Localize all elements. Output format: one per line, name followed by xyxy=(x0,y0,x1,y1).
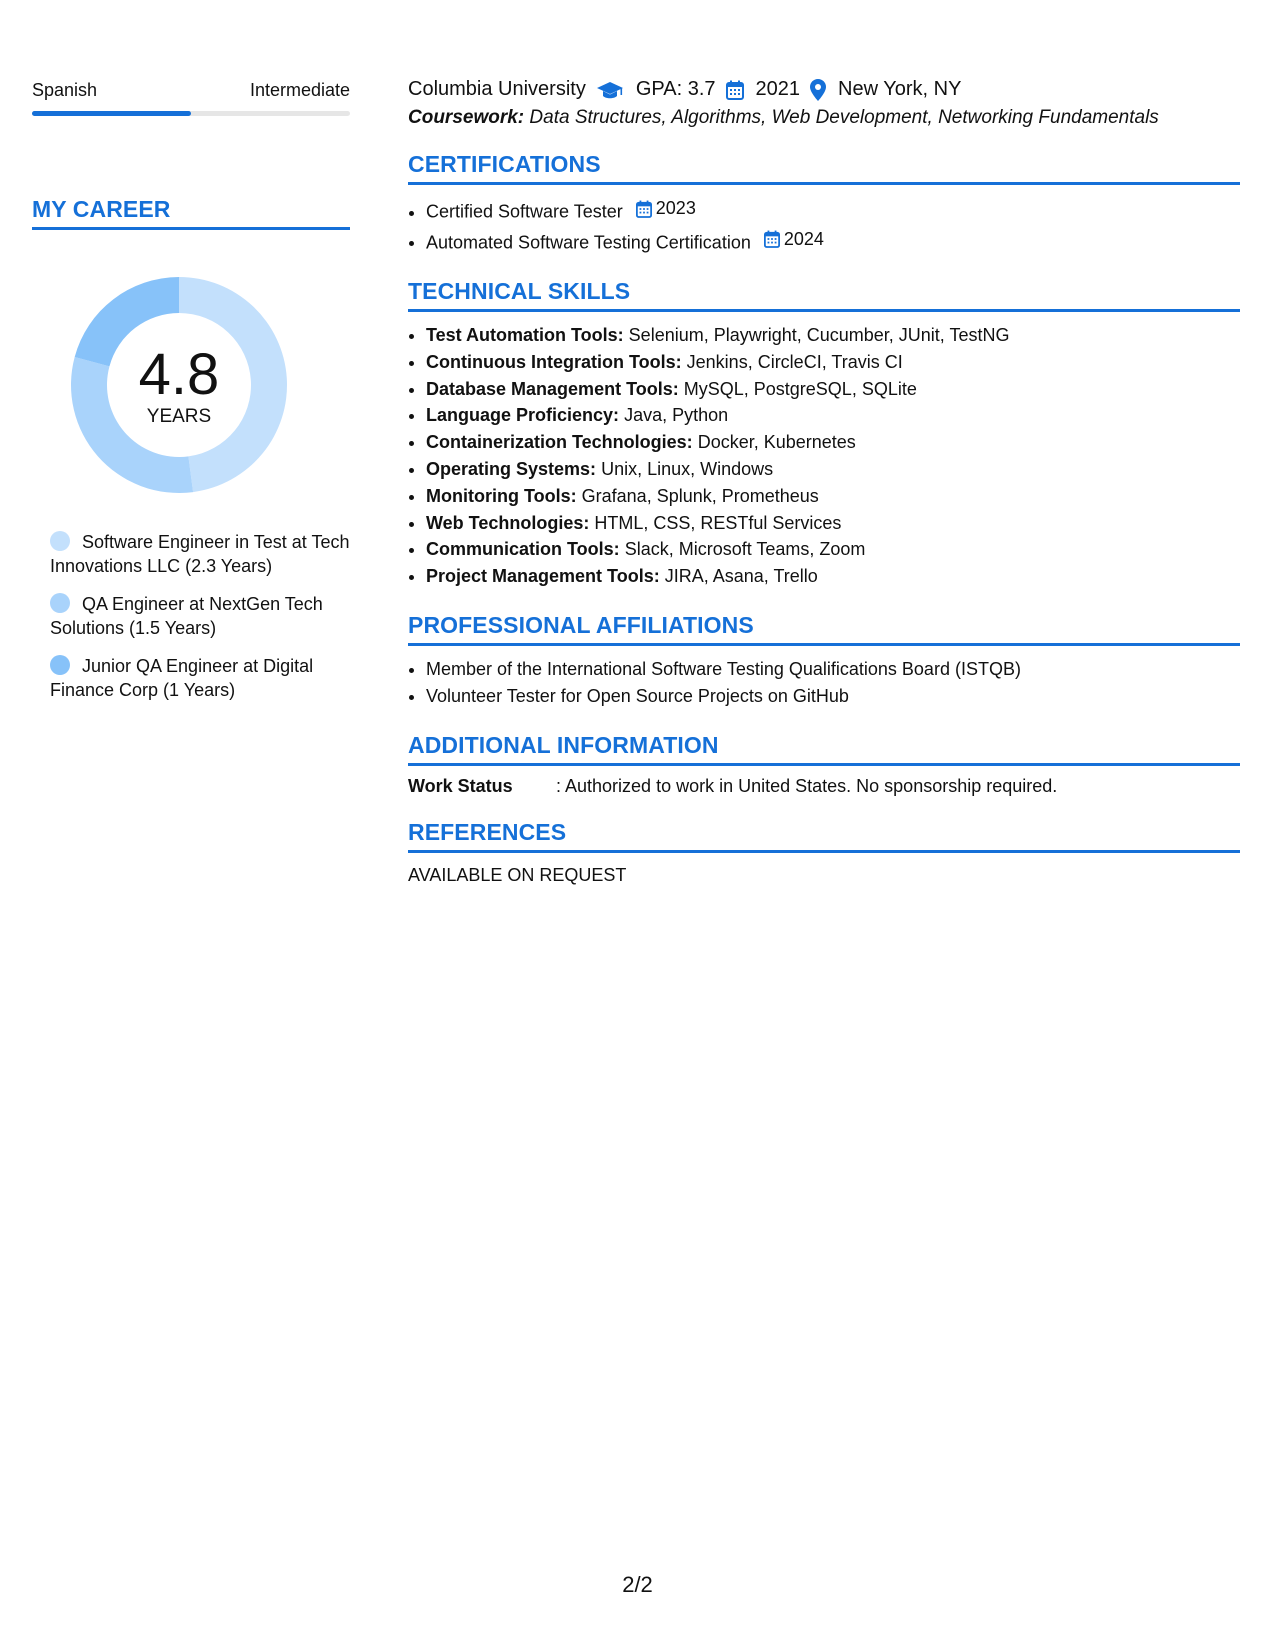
certification-year: 2023 xyxy=(655,198,696,218)
graduation-cap-icon xyxy=(596,80,624,100)
career-legend-text: Software Engineer in Test at Tech Innovations LLC (2.3 Years) xyxy=(50,532,350,576)
affiliation-item: • Member of the International Software Testing Qualifications Board (ISTQB) xyxy=(426,656,1240,683)
skill-label: Database Management Tools: xyxy=(426,378,679,399)
technical-skills-section xyxy=(408,278,1240,590)
skill-value: Selenium, Playwright, Cucumber, JUnit, TestNG xyxy=(628,325,1010,345)
calendar-icon xyxy=(726,80,744,100)
career-total-unit: YEARS xyxy=(146,406,212,427)
language-progress-fill xyxy=(32,111,191,116)
certifications-title: CERTIFICATIONS xyxy=(408,151,1240,185)
skill-value: MySQL, PostgreSQL, SQLite xyxy=(683,378,917,399)
skill-item xyxy=(426,322,1240,349)
affiliations-title: PROFESSIONAL AFFILIATIONS xyxy=(408,612,1240,646)
certifications-section xyxy=(408,151,1240,256)
skill-item xyxy=(426,510,1240,537)
skill-label: Containerization Technologies: xyxy=(426,432,693,453)
certification-item xyxy=(426,195,1240,226)
skill-value: Grafana, Splunk, Prometheus xyxy=(581,485,819,506)
skill-label: Continuous Integration Tools: xyxy=(426,351,682,372)
career-legend-text: QA Engineer at NextGen Tech Solutions (1.5 Years) xyxy=(50,594,323,638)
skill-label: Language Proficiency: xyxy=(426,405,620,426)
career-section-title: MY CAREER xyxy=(32,196,350,230)
additional-info-section xyxy=(408,732,1240,797)
certification-name: Automated Software Testing Certification xyxy=(426,232,751,252)
technical-skills-title: TECHNICAL SKILLS xyxy=(408,278,1240,312)
skill-value: HTML, CSS, RESTful Services xyxy=(594,512,842,533)
education-year: 2021 xyxy=(755,78,801,100)
page-number: 2/2 xyxy=(622,1572,653,1597)
career-donut-chart xyxy=(64,270,294,500)
work-status-label: Work Status xyxy=(408,775,513,796)
certification-item xyxy=(426,226,1240,257)
language-level: Intermediate xyxy=(249,80,350,100)
coursework-line xyxy=(408,107,1240,129)
skill-value: Slack, Microsoft Teams, Zoom xyxy=(624,539,866,560)
career-legend-text: Junior QA Engineer at Digital Finance Corp (1 Years) xyxy=(50,656,314,700)
affiliation-item: • Volunteer Tester for Open Source Projects on GitHub xyxy=(426,683,1240,710)
coursework-label: Coursework: xyxy=(408,107,525,128)
language-row xyxy=(32,80,350,101)
skill-item xyxy=(426,536,1240,563)
skill-item xyxy=(426,483,1240,510)
work-status-row xyxy=(408,776,1240,797)
calendar-icon xyxy=(764,230,780,248)
career-legend-item xyxy=(50,654,350,702)
skill-item xyxy=(426,376,1240,403)
legend-dot-icon xyxy=(50,531,70,551)
education-school: Columbia University xyxy=(408,78,586,100)
education-gpa: GPA: 3.7 xyxy=(635,78,716,100)
skill-value: Unix, Linux, Windows xyxy=(601,458,774,479)
skill-value: Java, Python xyxy=(624,405,729,426)
skill-item xyxy=(426,402,1240,429)
skill-item xyxy=(426,429,1240,456)
skill-value: JIRA, Asana, Trello xyxy=(664,566,818,587)
work-status-value: : Authorized to work in United States. No sponsorship required. xyxy=(556,775,1058,796)
location-pin-icon xyxy=(810,79,826,101)
left-column xyxy=(32,80,350,716)
certification-name: Certified Software Tester xyxy=(426,201,623,222)
references-text: AVAILABLE ON REQUEST xyxy=(408,864,627,885)
legend-dot-icon xyxy=(50,593,70,613)
donut-center xyxy=(64,270,294,500)
career-legend xyxy=(50,530,350,702)
skill-label: Communication Tools: xyxy=(426,539,620,560)
career-legend-item xyxy=(50,592,350,640)
skill-item xyxy=(426,456,1240,483)
technical-skills-list xyxy=(408,322,1240,590)
career-legend-item xyxy=(50,530,350,578)
education-location: New York, NY xyxy=(838,78,962,100)
language-progress-track xyxy=(32,111,350,116)
affiliations-list xyxy=(408,656,1240,710)
legend-dot-icon xyxy=(50,655,70,675)
skill-label: Test Automation Tools: xyxy=(426,325,624,345)
skill-label: Project Management Tools: xyxy=(426,566,660,587)
skill-label: Web Technologies: xyxy=(426,512,590,533)
certification-year: 2024 xyxy=(783,228,824,249)
language-name: Spanish xyxy=(32,80,98,100)
right-column xyxy=(408,78,1240,886)
skill-item xyxy=(426,563,1240,590)
references-title: REFERENCES xyxy=(408,819,1240,853)
skill-label: Monitoring Tools: xyxy=(426,485,577,506)
education-line xyxy=(408,78,1240,101)
certifications-list xyxy=(408,195,1240,256)
skill-label: Operating Systems: xyxy=(426,458,597,479)
calendar-icon xyxy=(636,200,652,218)
additional-info-title: ADDITIONAL INFORMATION xyxy=(408,732,1240,766)
coursework-list: Data Structures, Algorithms, Web Development, Networking Fundamentals xyxy=(529,107,1159,128)
skill-value: Jenkins, CircleCI, Travis CI xyxy=(686,351,903,372)
skill-value: Docker, Kubernetes xyxy=(697,432,856,453)
references-section xyxy=(408,819,1240,886)
skill-item xyxy=(426,349,1240,376)
affiliations-section xyxy=(408,612,1240,710)
career-total-years: 4.8 xyxy=(138,342,220,407)
